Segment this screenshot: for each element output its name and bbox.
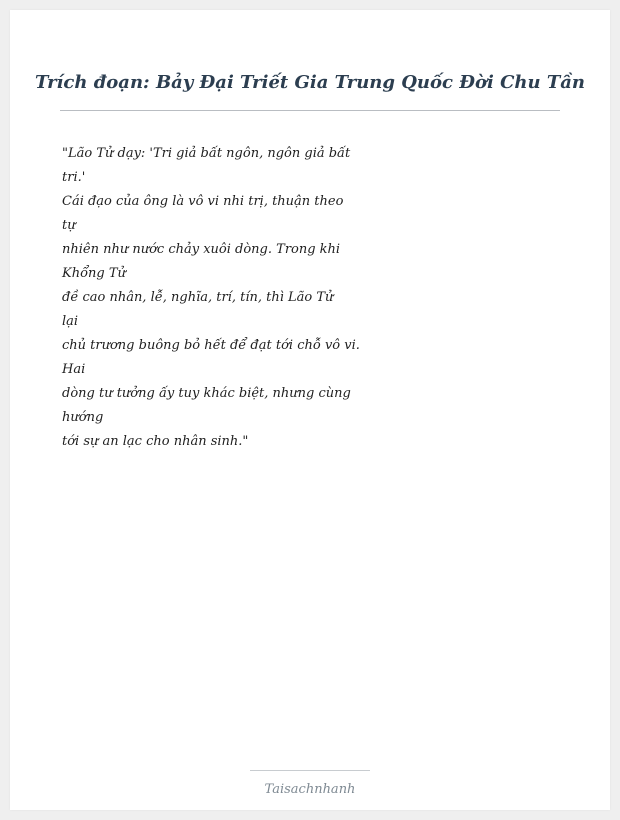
text-line: tự: [62, 218, 76, 233]
text-line: tri.': [62, 170, 86, 185]
document-title: Trích đoạn: Bảy Đại Triết Gia Trung Quốc Đời Chu Tần: [34, 72, 585, 93]
text-line: Cái đạo của ông là vô vi nhi trị, thuận theo: [62, 194, 344, 209]
text-line: "Lão Tử dạy: 'Tri giả bất ngôn, ngôn giả bất: [62, 146, 351, 161]
footer-source: Taisachnhanh: [264, 782, 356, 797]
text-line: nhiên như nước chảy xuôi dòng. Trong khi: [62, 242, 341, 257]
text-line: tới sự an lạc cho nhân sinh.": [62, 434, 249, 449]
text-line: chủ trương buông bỏ hết để đạt tới chỗ vô vi.: [62, 338, 360, 353]
document-page: [10, 10, 610, 810]
title-divider: [60, 110, 560, 111]
quote-body: [62, 142, 362, 454]
footer-divider: [250, 770, 370, 771]
text-line: hướng: [62, 410, 104, 425]
text-line: Khổng Tử: [62, 266, 126, 281]
text-line: lại: [62, 314, 79, 329]
text-line: Hai: [62, 362, 86, 377]
text-line: đề cao nhân, lễ, nghĩa, trí, tín, thì Lão Tử: [62, 290, 334, 305]
text-line: dòng tư tưởng ấy tuy khác biệt, nhưng cùng: [62, 386, 351, 401]
